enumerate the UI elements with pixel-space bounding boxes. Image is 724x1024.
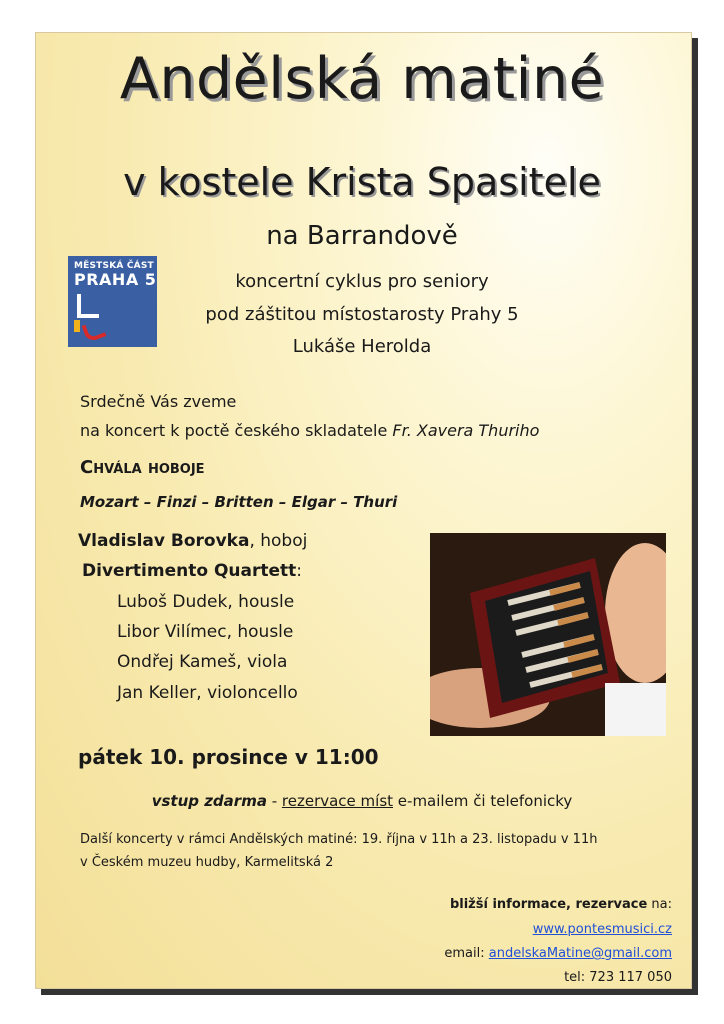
concert-date: pátek 10. prosince v 11:00: [78, 745, 379, 769]
soloist-instrument: , hoboj: [249, 531, 308, 551]
series-line-2: pod záštitou místostarosty Prahy 5: [205, 304, 519, 325]
other-concerts-line-1: Další koncerty v rámci Andělských matiné: 19. října v 11h a 23. listopadu v 11h: [80, 832, 598, 847]
other-concerts-line-2: v Českém muzeu hudby, Karmelitská 2: [80, 855, 334, 870]
logo-line1: MĚSTSKÁ ČÁST: [74, 261, 154, 271]
quartet: [82, 561, 302, 581]
entry-rest: e-mailem či telefonicky: [393, 792, 573, 810]
invite-line-2-prefix: na koncert k poctě českého skladatele: [80, 421, 393, 440]
soloist-name: Vladislav Borovka: [78, 531, 250, 551]
logo-line2: PRAHA 5: [74, 270, 157, 289]
venue-location: na Barrandově: [266, 221, 458, 251]
composer-name: Fr. Xavera Thuriho: [392, 421, 540, 440]
entry-dash: -: [266, 792, 282, 810]
reed-case-illustration: [430, 533, 666, 736]
quartet-name: Divertimento Quartett: [82, 561, 297, 581]
reed-case-photo: [430, 533, 666, 736]
entry-info: [0, 792, 724, 810]
concert-title: Chvála hoboje: [80, 457, 205, 478]
member-4: Jan Keller, violoncello: [117, 683, 298, 703]
member-2: Libor Vilímec, housle: [117, 622, 294, 642]
venue-title: v kostele Krista Spasitele: [123, 160, 601, 204]
info-heading-bold: bližší informace, rezervace: [449, 897, 648, 912]
free-entry: vstup zdarma: [151, 792, 267, 810]
member-1: Luboš Dudek, housle: [117, 592, 295, 612]
member-3: Ondřej Kameš, viola: [117, 652, 288, 672]
page-title: Andělská matiné: [119, 46, 605, 112]
reservation-label: rezervace míst: [281, 792, 394, 810]
series-line-3: Lukáše Herolda: [292, 336, 432, 357]
website: [533, 922, 672, 937]
info-heading-suffix: na:: [647, 897, 672, 912]
invite-line-2: [80, 421, 539, 440]
soloist: [78, 531, 307, 551]
quartet-colon: :: [296, 561, 303, 581]
phone: tel: 723 117 050: [564, 970, 672, 985]
info-heading: [450, 897, 672, 912]
email-link[interactable]: andelskaMatine@gmail.com: [488, 946, 672, 961]
praha5-logo: [68, 256, 157, 347]
invite-line-1: Srdečně Vás zveme: [80, 392, 237, 411]
series-line-1: koncertní cyklus pro seniory: [235, 271, 489, 292]
email-row: [444, 946, 672, 961]
email-label: email:: [444, 946, 489, 961]
website-link[interactable]: www.pontesmusici.cz: [532, 922, 672, 937]
composers-list: Mozart – Finzi – Britten – Elgar – Thuri: [80, 493, 398, 511]
